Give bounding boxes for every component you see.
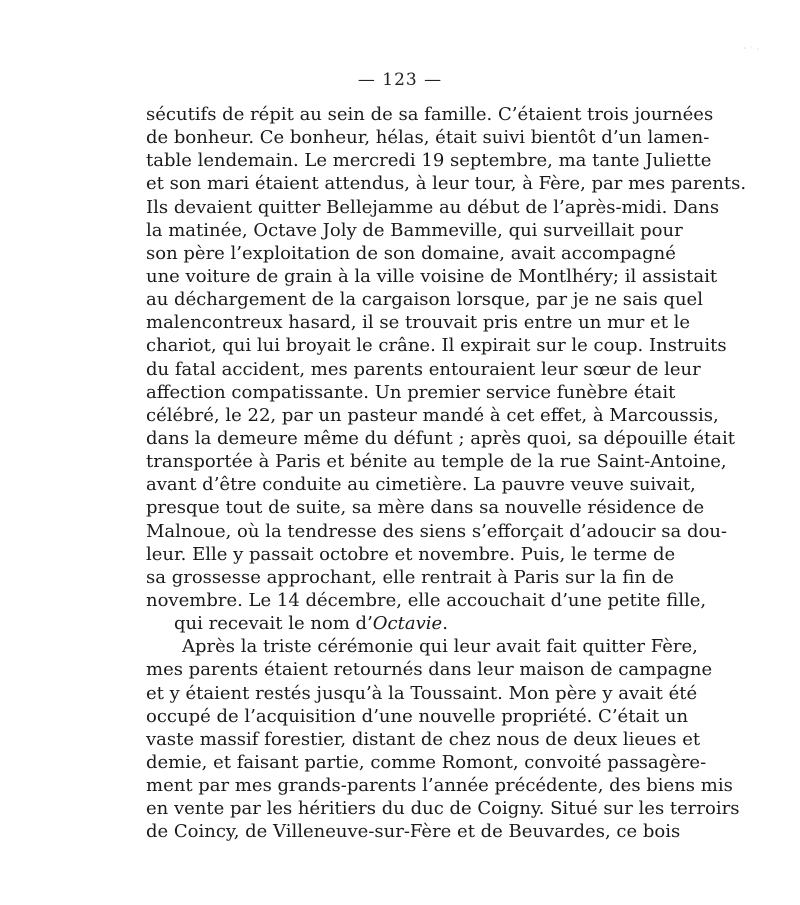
- text-line: sécutifs de répit au sein de sa famille. C’étaient trois journées: [146, 104, 714, 125]
- text-line: demie, et faisant partie, comme Romont, convoité passagère-: [146, 751, 707, 773]
- text-line: Malnoue, où la tendresse des siens s’efforçait d’adoucir sa dou-: [146, 520, 728, 542]
- text-line: une voiture de grain à la ville voisine de Montlhéry; il assistait: [146, 265, 718, 287]
- text-line: transportée à Paris et bénite au temple de la rue Saint-Antoine,: [146, 451, 727, 473]
- page-number: — 123 —: [357, 70, 443, 90]
- text-segment: .: [442, 613, 448, 635]
- text-line: mes parents étaient retournés dans leur maison de campagne: [146, 659, 713, 681]
- text-line: table lendemain. Le mercredi 19 septembre, ma tante Juliette: [146, 150, 712, 172]
- text-line: avant d’être conduite au cimetière. La pauvre veuve suivait,: [146, 474, 696, 496]
- text-line: et son mari étaient attendus, à leur tour, à Fère, par mes parents.: [146, 173, 747, 195]
- text-line: de bonheur. Ce bonheur, hélas, était suivi bientôt d’un lamen-: [146, 127, 710, 149]
- text-line: au déchargement de la cargaison lorsque, par je ne sais quel: [146, 289, 703, 311]
- text-line: son père l’exploitation de son domaine, avait accompagné: [146, 242, 676, 264]
- text-line: célébré, le 22, par un pasteur mandé à cet effet, à Marcoussis,: [146, 404, 719, 426]
- text-line: et y étaient restés jusqu’à la Toussaint. Mon père y avait été: [146, 682, 698, 704]
- text-line-indented: Après la triste cérémonie qui leur avait fait quitter Fère,: [182, 636, 698, 658]
- text-line: presque tout de suite, sa mère dans sa nouvelle résidence de: [146, 497, 705, 519]
- text-line: malencontreux hasard, il se trouvait pris entre un mur et le: [146, 312, 691, 334]
- italic-name: Octavie: [372, 613, 443, 635]
- text-line: occupé de l’acquisition d’une nouvelle propriété. C’était un: [146, 705, 689, 727]
- text-line: ment par mes grands-parents l’année précédente, des biens mis: [146, 775, 733, 797]
- text-line: Ils devaient quitter Bellejamme au début de l’après-midi. Dans: [146, 196, 720, 218]
- text-line: vaste massif forestier, distant de chez nous de deux lieues et: [146, 728, 701, 750]
- text-line: affection compatissante. Un premier service funèbre était: [146, 381, 676, 403]
- text-line: leur. Elle y passait octobre et novembre. Puis, le terme de: [146, 543, 676, 565]
- text-line: dans la demeure même du défunt ; après quoi, sa dépouille était: [146, 427, 735, 449]
- text-line: du fatal accident, mes parents entouraient leur sœur de leur: [146, 358, 701, 380]
- body-text: [146, 103, 747, 844]
- text-line: de Coincy, de Villeneuve-sur-Fère et de Beuvardes, ce bois: [146, 821, 681, 843]
- text-line: sa grossesse approchant, elle rentrait à Paris sur la fin de: [146, 566, 674, 588]
- paragraph-2: [146, 635, 740, 843]
- text-line-final: [146, 612, 669, 635]
- paragraph-1: [146, 103, 747, 635]
- text-segment: qui recevait le nom d’: [174, 613, 373, 635]
- text-line: novembre. Le 14 décembre, elle accouchait d’une petite fille,: [146, 589, 707, 611]
- text-line: en vente par les héritiers du duc de Coigny. Situé sur les terroirs: [146, 798, 740, 820]
- text-line: chariot, qui lui broyait le crâne. Il expirait sur le coup. Instruits: [146, 335, 727, 357]
- scan-speck-mark: [742, 44, 764, 52]
- text-line: la matinée, Octave Joly de Bammeville, qui surveillait pour: [146, 219, 683, 241]
